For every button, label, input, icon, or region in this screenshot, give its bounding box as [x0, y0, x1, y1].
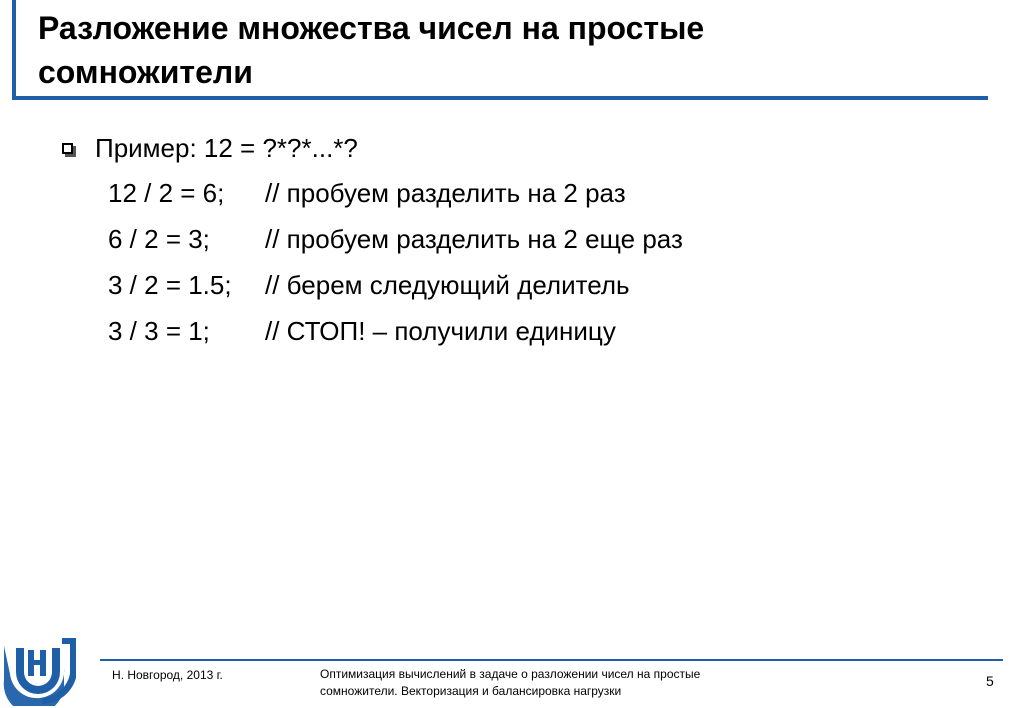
example-line	[108, 176, 626, 210]
example-comment: // пробуем разделить на 2 раз	[265, 178, 626, 208]
example-line	[108, 314, 616, 348]
page-number: 5	[986, 673, 994, 689]
example-line	[108, 222, 683, 256]
example-expression: 3 / 2 = 1.5;	[108, 270, 232, 300]
footer-place-date: Н. Новгород, 2013 г.	[112, 668, 223, 682]
footer-course-title	[320, 666, 760, 700]
example-expression: 3 / 3 = 1;	[108, 316, 210, 346]
example-line	[108, 268, 630, 302]
example-comment: // СТОП! – получили единицу	[265, 316, 616, 346]
bullet-item	[62, 131, 358, 165]
title-underline	[12, 96, 988, 100]
university-logo-icon	[2, 628, 78, 706]
slide-title	[38, 6, 968, 94]
title-accent-bar	[12, 0, 16, 100]
footer-divider	[100, 659, 1003, 661]
bullet-text: Пример: 12 = ?*?*...*?	[95, 132, 358, 163]
footer-course-line-2: сомножители. Векторизация и балансировка нагрузки	[320, 684, 622, 698]
slide-title-line-2: сомножители	[38, 54, 253, 90]
example-comment: // пробуем разделить на 2 еще раз	[265, 224, 683, 254]
slide-title-line-1: Разложение множества чисел на простые	[38, 10, 705, 46]
square-bullet-icon	[62, 143, 73, 154]
example-comment: // берем следующий делитель	[265, 270, 630, 300]
example-expression: 12 / 2 = 6;	[108, 178, 225, 208]
example-expression: 6 / 2 = 3;	[108, 224, 210, 254]
footer-course-line-1: Оптимизация вычислений в задаче о разложении чисел на простые	[320, 667, 701, 681]
